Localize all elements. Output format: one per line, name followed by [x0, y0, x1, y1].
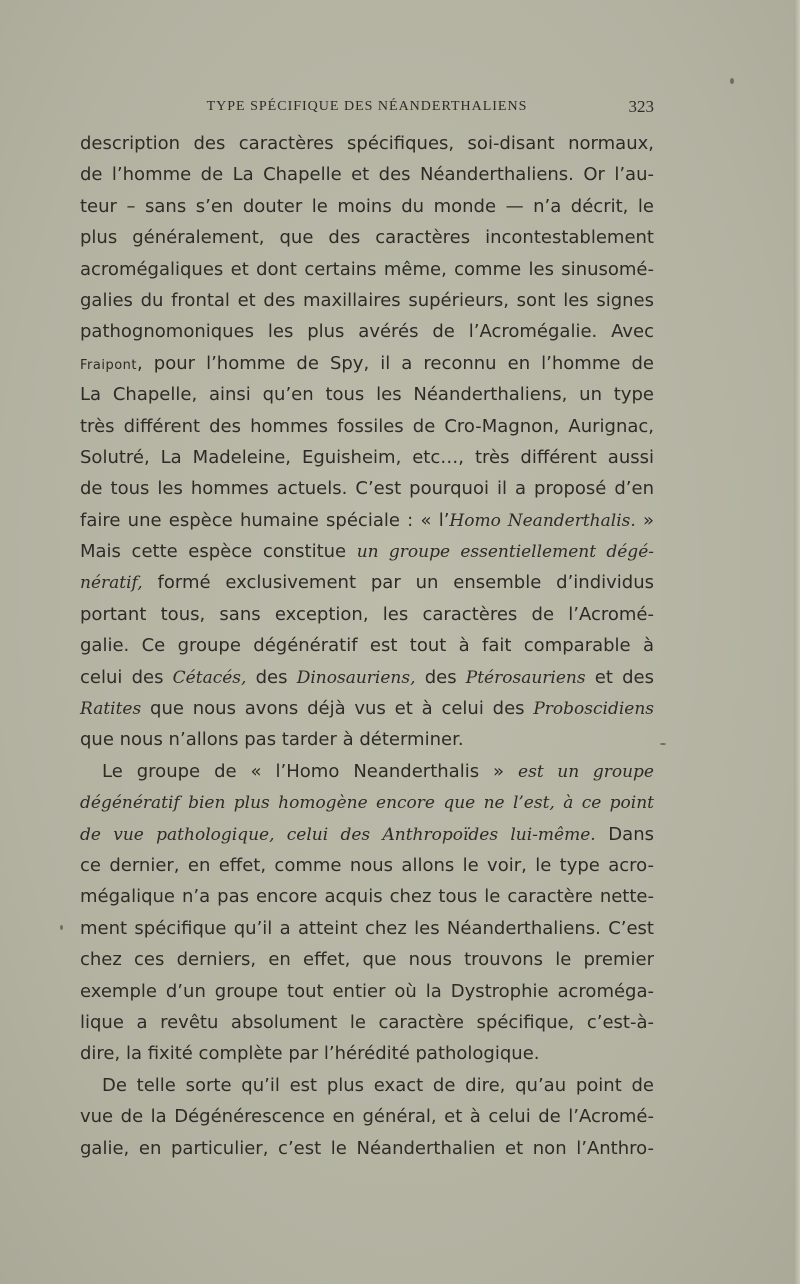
text-line	[80, 913, 654, 944]
italic-span: Ratites	[80, 699, 142, 720]
text-span: pathognomoniques les plus avérés de l’Acromégalie. Avec	[80, 321, 654, 343]
text-span: Solutré, La Madeleine, Eguisheim, etc…, très différent aussi	[80, 446, 654, 468]
italic-span: Ptérosauriens	[465, 667, 586, 688]
text-line	[80, 411, 654, 442]
italic-span: Cétacés,	[172, 667, 247, 688]
text-span: plus généralement, que des caractères incontestablement	[80, 227, 654, 249]
text-span: de l’homme de La Chapelle et des Néanderthaliens. Or l’au-	[80, 164, 654, 186]
text-span: mégalique n’a pas encore acquis chez tous le caractère nette-	[80, 886, 654, 908]
text-line	[80, 724, 654, 755]
text-span: Dans	[595, 823, 654, 845]
paper-speck	[730, 78, 734, 84]
text-span: des	[415, 666, 466, 688]
text-span: La Chapelle, ainsi qu’en tous les Néanderthaliens, un type	[80, 384, 654, 406]
text-line	[80, 756, 654, 787]
text-line	[80, 505, 654, 536]
text-line	[80, 536, 654, 567]
italic-span: un groupe essentiellement dégé-	[356, 542, 654, 563]
text-line	[80, 1038, 654, 1069]
text-span: Le groupe de « l’Homo Neanderthalis »	[102, 760, 519, 782]
text-line	[80, 254, 654, 285]
body-text	[80, 128, 654, 1164]
text-span: chez ces derniers, en effet, que nous trouvons le premier	[80, 949, 654, 971]
page-number: 323	[628, 97, 654, 116]
text-line	[80, 819, 654, 850]
text-line	[80, 379, 654, 410]
text-line	[80, 285, 654, 316]
text-span: celui des	[80, 666, 173, 688]
text-span: faire une espèce humaine spéciale : « l’	[80, 509, 450, 531]
text-span: que nous avons déjà vus et à celui des	[141, 698, 534, 720]
text-line	[80, 1070, 654, 1101]
author-name: Fraipont	[80, 357, 137, 373]
italic-span: nératif,	[80, 573, 143, 594]
text-span: vue de la Dégénérescence en général, et à celui de l’Acromé-	[80, 1106, 654, 1128]
text-line	[80, 442, 654, 473]
text-line	[80, 159, 654, 190]
italic-span: Dinosauriens,	[296, 667, 416, 688]
text-span: , pour l’homme de Spy, il a reconnu en l’homme de	[137, 352, 654, 374]
text-span: Mais cette espèce constitue	[80, 541, 357, 563]
text-line	[80, 787, 654, 818]
paper-speck	[660, 743, 666, 745]
italic-span: est un groupe	[518, 761, 654, 782]
text-line	[80, 128, 654, 159]
running-title: TYPE SPÉCIFIQUE DES NÉANDERTHALIENS	[206, 99, 528, 114]
text-span: teur – sans s’en douter le moins du monde — n’a décrit, le	[80, 195, 654, 217]
text-line	[80, 222, 654, 253]
text-line	[80, 850, 654, 881]
text-span: acromégaliques et dont certains même, comme les sinusomé-	[80, 258, 654, 280]
paper-speck	[60, 925, 63, 930]
text-span: ce dernier, en effet, comme nous allons le voir, le type acro-	[80, 854, 654, 876]
text-line	[80, 191, 654, 222]
text-line	[80, 944, 654, 975]
text-span: dire, la fixité complète par l’hérédité pathologique.	[80, 1043, 540, 1065]
text-line	[80, 567, 654, 598]
text-span: très différent des hommes fossiles de Cro-Magnon, Aurignac,	[80, 415, 654, 437]
text-line	[80, 1007, 654, 1038]
text-span: galie, en particulier, c’est le Néanderthalien et non l’Anthro-	[80, 1137, 654, 1159]
text-span: ment spécifique qu’il a atteint chez les Néanderthaliens. C’est	[80, 917, 654, 939]
text-line	[80, 473, 654, 504]
italic-span: dégénératif bien plus homogène encore que ne l’est, à ce point	[80, 793, 654, 814]
text-span: lique a revêtu absolument le caractère spécifique, c’est-à-	[80, 1011, 654, 1033]
text-span: que nous n’allons pas tarder à déterminer.	[80, 729, 464, 751]
text-span: des	[246, 666, 297, 688]
text-line	[80, 881, 654, 912]
text-span: description des caractères spécifiques, soi-disant normaux,	[80, 133, 654, 154]
text-span: »	[635, 509, 655, 531]
text-line	[80, 1101, 654, 1132]
text-line	[80, 1133, 654, 1164]
text-line	[80, 662, 654, 693]
page-header	[80, 97, 654, 119]
text-span: formé exclusivement par un ensemble d’individus	[142, 572, 654, 594]
text-span: De telle sorte qu’il est plus exact de dire, qu’au point de	[102, 1074, 654, 1096]
text-span: et des	[585, 666, 654, 688]
text-span: exemple d’un groupe tout entier où la Dystrophie acroméga-	[80, 980, 654, 1002]
italic-span: Proboscidiens	[533, 699, 654, 720]
text-line	[80, 599, 654, 630]
text-line	[80, 316, 654, 347]
text-span: portant tous, sans exception, les caractères de l’Acromé-	[80, 603, 654, 625]
text-line	[80, 976, 654, 1007]
text-line	[80, 630, 654, 661]
text-span: galie. Ce groupe dégénératif est tout à fait comparable à	[80, 635, 654, 657]
text-span: de tous les hommes actuels. C’est pourquoi il a proposé d’en	[80, 478, 654, 500]
text-line	[80, 693, 654, 724]
italic-span: de vue pathologique, celui des Anthropoïdes lui-même.	[80, 824, 596, 845]
text-line	[80, 348, 654, 379]
text-span: galies du frontal et des maxillaires supérieurs, sont les signes	[80, 289, 654, 311]
italic-span: Homo Neanderthalis.	[449, 510, 636, 531]
page-edge	[794, 0, 800, 1284]
